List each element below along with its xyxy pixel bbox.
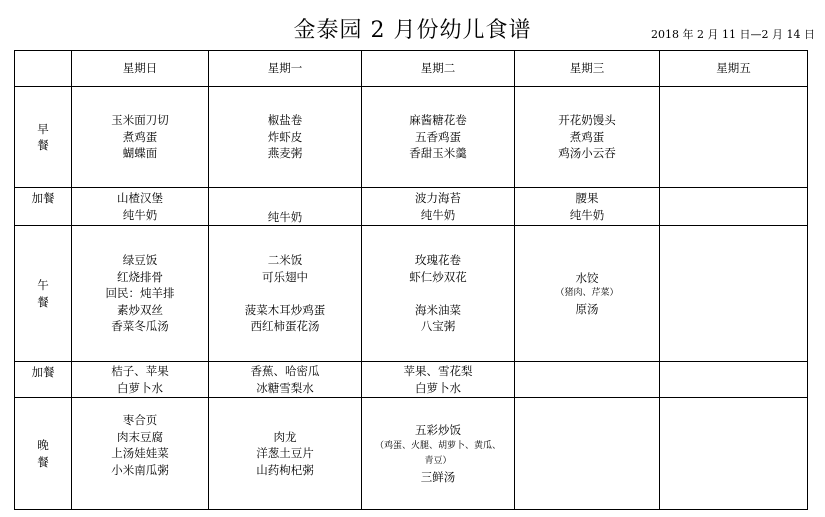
menu-item: 海米油菜 [415,302,461,317]
menu-table [14,50,808,510]
menu-item: 上汤娃娃菜 [111,446,169,460]
menu-item: 红烧排骨 [117,269,163,284]
breakfast-row [15,87,808,188]
lunch-friday [660,226,808,362]
snack-pm-friday [660,362,808,398]
menu-item: 鸡汤小云吞 [558,146,616,161]
snack-pm-tuesday [362,362,515,398]
snack-am-monday [209,188,362,226]
menu-item: 苹果、雪花梨 [403,364,473,378]
snack-pm-wednesday [515,362,660,398]
snack-pm-sunday [72,362,209,398]
menu-item: 香菜冬瓜汤 [111,319,169,334]
menu-item: 香甜玉米羹 [409,146,467,161]
menu-item: 纯牛奶 [122,207,158,222]
menu-item: 蝴蝶面 [122,146,158,161]
menu-item: 虾仁炒双花 [409,269,467,284]
breakfast-label: 早 餐 [15,87,72,188]
menu-item: 肉末豆腐 [117,429,163,444]
header-monday: 星期一 [209,51,362,87]
menu-item: 小米南瓜粥 [111,462,169,477]
page-title: 金泰园 2 月份幼儿食谱 [293,18,532,43]
blank-line [362,285,514,302]
menu-item: 纯牛奶 [420,207,456,222]
menu-item: 桔子、苹果 [111,364,169,378]
lunch-tuesday [362,226,515,362]
header-sunday: 星期日 [72,51,209,87]
dinner-wednesday [515,398,660,510]
menu-item: 白萝卜水 [415,380,461,395]
menu-item: 玫瑰花卷 [415,253,461,268]
menu-item: 纯牛奶 [267,209,303,224]
menu-item: 纯牛奶 [569,207,605,222]
breakfast-monday [209,87,362,188]
menu-item: 煮鸡蛋 [569,129,605,144]
dinner-monday [209,398,362,510]
menu-item: 水饺 [575,270,599,285]
menu-item: 二米饭 [267,253,303,268]
dinner-tuesday [362,398,515,510]
blank-line [209,285,361,302]
snack-am-tuesday [362,188,515,226]
menu-item: 三鲜汤 [420,469,456,484]
menu-item: 可乐翅中 [262,269,308,284]
dinner-friday [660,398,808,510]
header-row [15,51,808,87]
snack-pm-label: 加餐 [15,362,72,398]
menu-item: 燕麦粥 [267,146,303,161]
lunch-monday [209,226,362,362]
menu-item: 八宝粥 [420,319,456,334]
menu-item: 素炒双丝 [117,302,163,317]
snack-am-friday [660,188,808,226]
lunch-sunday [72,226,209,362]
menu-item: 肉龙 [273,429,297,444]
snack-am-sunday [72,188,209,226]
header-tuesday: 星期二 [362,51,515,87]
breakfast-friday [660,87,808,188]
snack-pm-monday [209,362,362,398]
breakfast-sunday [72,87,209,188]
header-wednesday: 星期三 [515,51,660,87]
menu-item: 波力海苔 [415,191,461,205]
menu-item: 原汤 [575,302,599,316]
menu-item: 洋葱土豆片 [256,446,314,461]
menu-item: 菠菜木耳炒鸡蛋 [244,302,326,317]
menu-item: 香蕉、哈密瓜 [250,364,320,378]
menu-item: 玉米面刀切 [111,113,169,128]
menu-item: 冰糖雪梨水 [256,380,314,395]
lunch-wednesday [515,226,660,362]
menu-item: 腰果 [575,191,599,205]
menu-item: 西红柿蛋花汤 [250,319,320,334]
menu-item: 五彩炒饭 [415,423,461,437]
snack-am-row [15,188,808,226]
menu-item: 山药枸杞粥 [256,462,314,477]
menu-item: 煮鸡蛋 [122,129,158,144]
snack-am-label: 加餐 [15,188,72,226]
menu-item-note: （猪肉、芹菜） [555,288,619,298]
menu-item: 炸虾皮 [267,129,303,144]
dinner-label: 晚 餐 [15,398,72,510]
snack-pm-row [15,362,808,398]
menu-item: 五香鸡蛋 [415,129,461,144]
menu-item: 枣合页 [122,413,158,427]
dinner-row [15,398,808,510]
menu-item: 白萝卜水 [117,380,163,395]
snack-am-wednesday [515,188,660,226]
breakfast-wednesday [515,87,660,188]
breakfast-tuesday [362,87,515,188]
lunch-row [15,226,808,362]
date-range: 2018 年 2 月 11 日—2 月 14 日 [651,28,815,41]
header-friday: 星期五 [660,51,808,87]
menu-item-note: （鸡蛋、火腿、胡萝卜、黄瓜、 [374,440,501,451]
menu-item: 回民：炖羊排 [105,286,175,301]
dinner-sunday [72,398,209,510]
menu-item: 开花奶馒头 [558,113,616,128]
menu-item: 绿豆饭 [122,253,158,268]
menu-item: 麻酱糖花卷 [409,113,467,128]
menu-item-note: 青豆） [424,455,452,466]
lunch-label: 午 餐 [15,226,72,362]
header-corner [15,51,72,87]
menu-item: 山楂汉堡 [117,191,163,205]
menu-item: 椒盐卷 [267,113,303,128]
